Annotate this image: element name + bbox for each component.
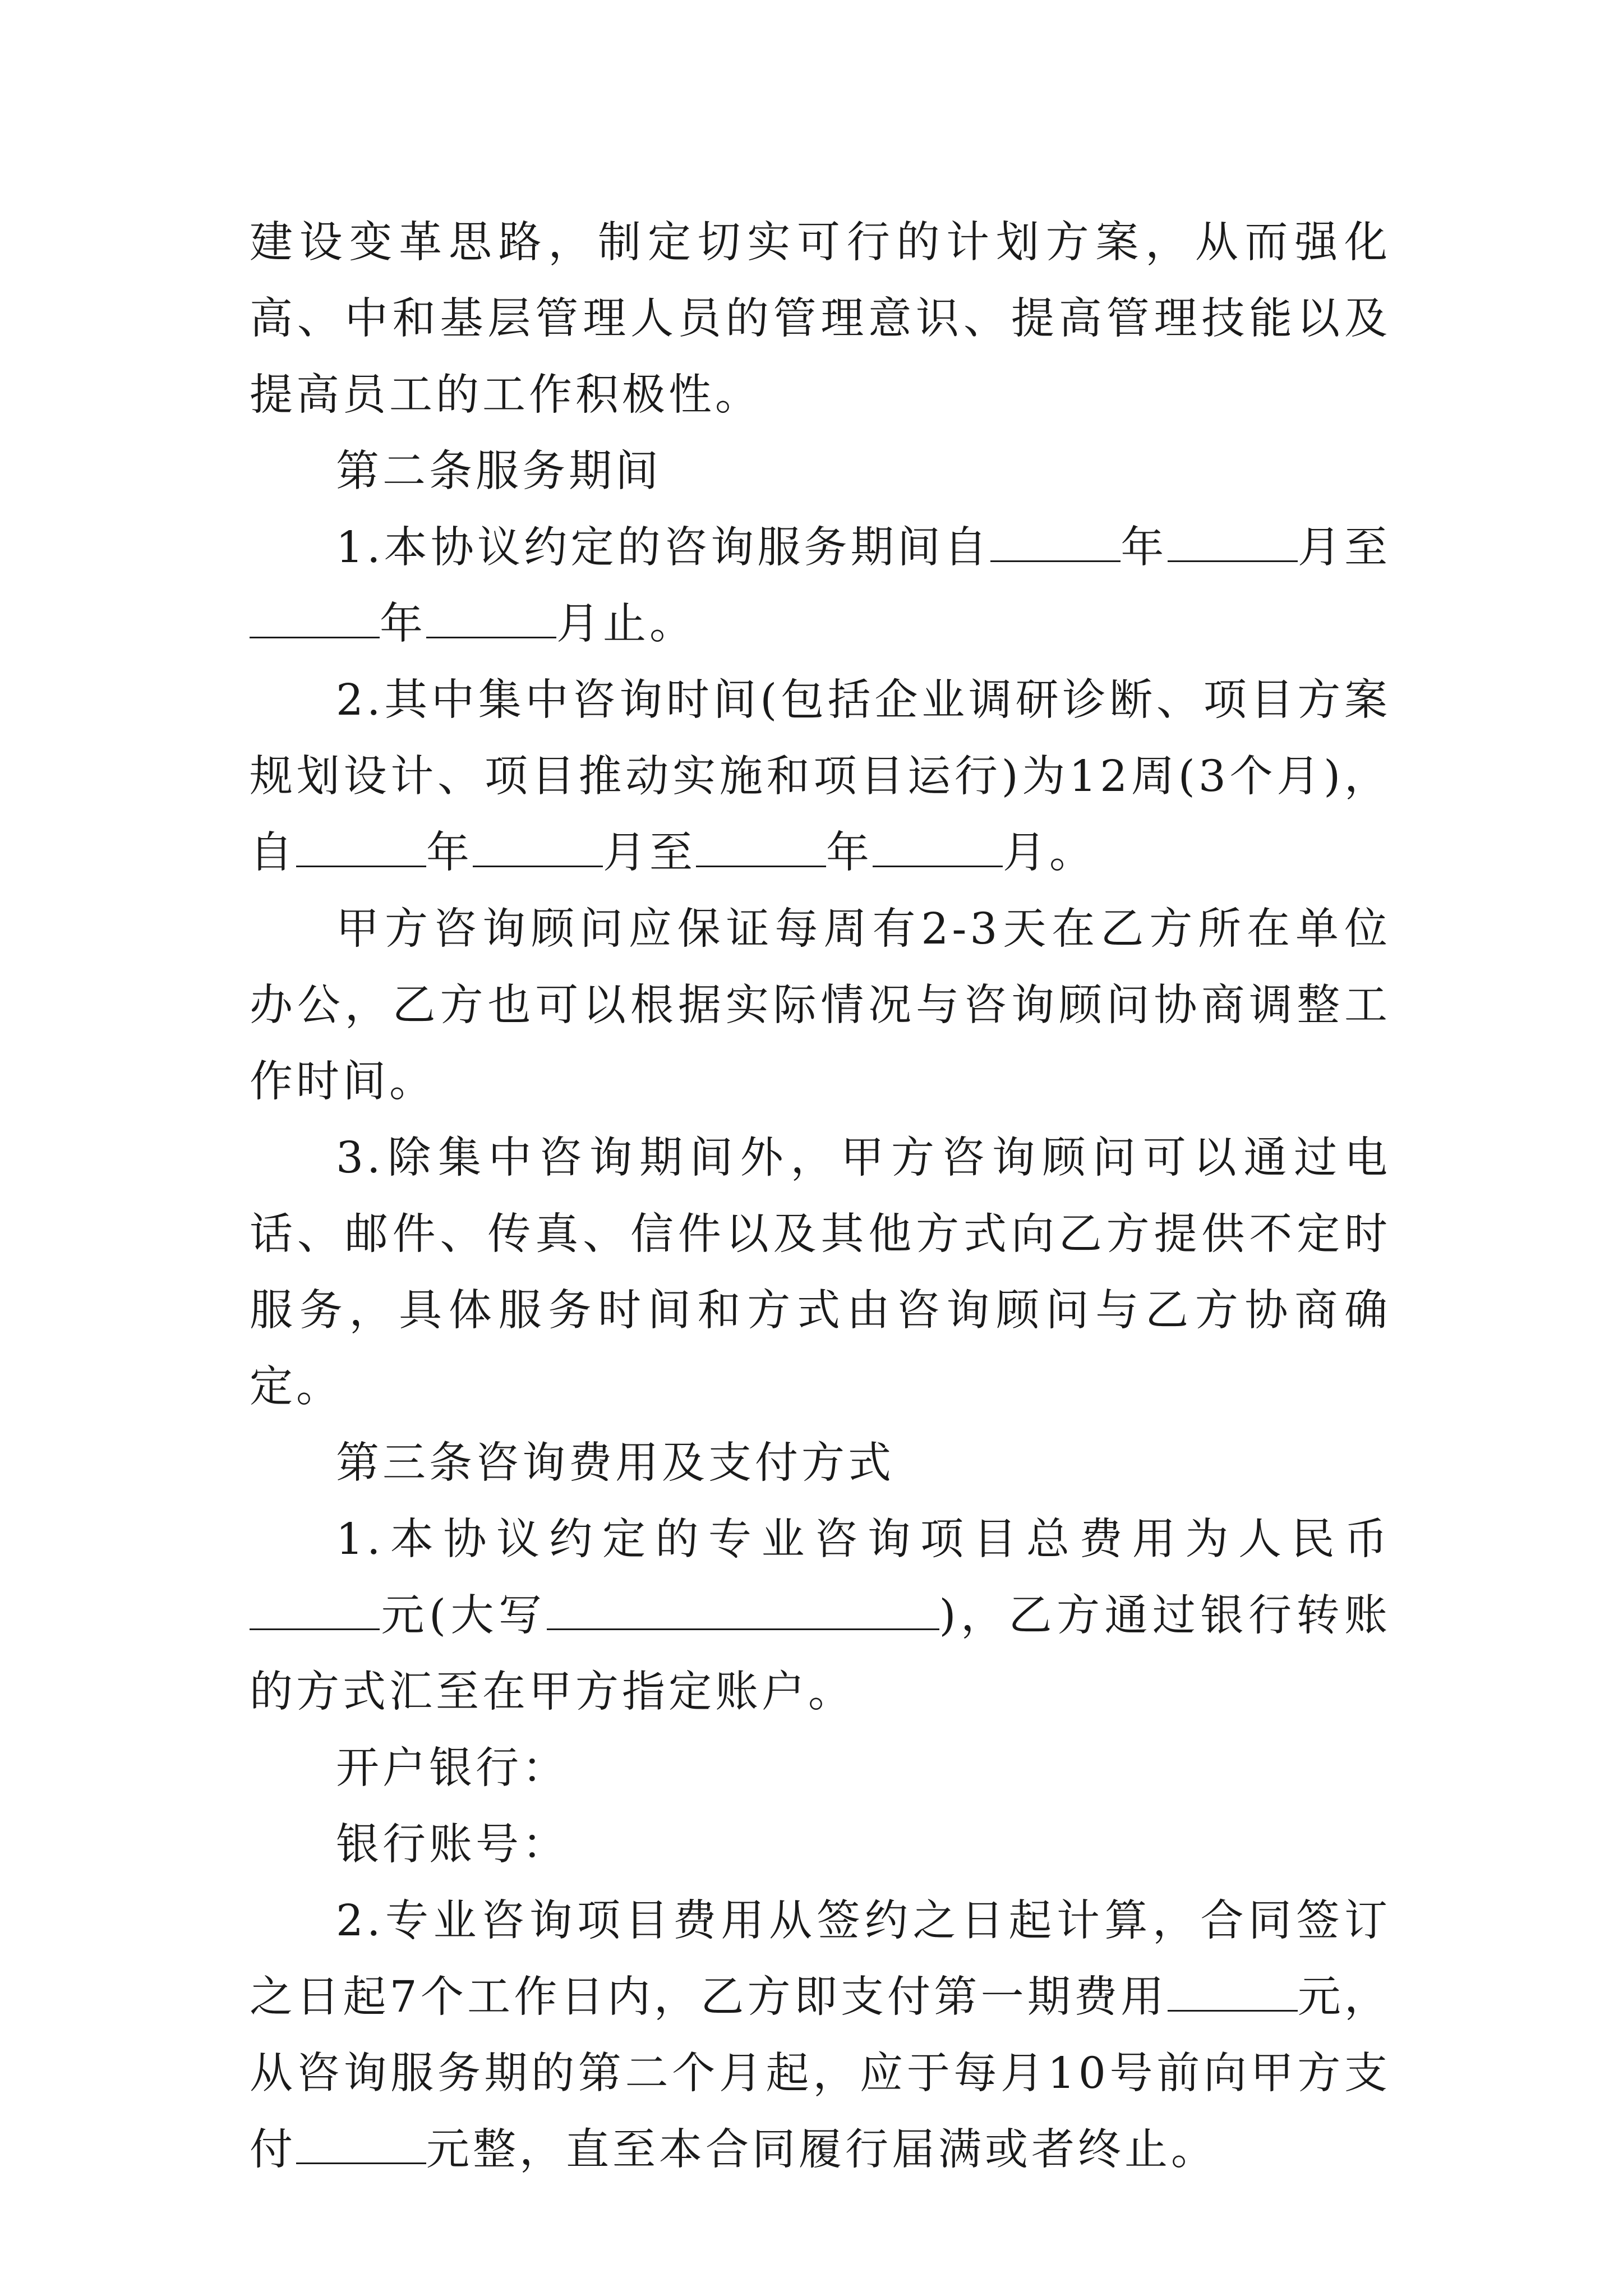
blank-field[interactable] xyxy=(1168,1976,1298,2012)
blank-field[interactable] xyxy=(250,603,380,638)
blank-field[interactable] xyxy=(1168,527,1298,562)
clause-text: 元(大写 xyxy=(380,1591,547,1641)
fees-clause-1 xyxy=(250,1502,1391,1731)
clause-text: 月至 xyxy=(603,828,696,878)
clause-text: 1.本协议约定的咨询服务期间自 xyxy=(336,523,991,573)
clause-text: 月止。 xyxy=(556,599,696,649)
paragraph-intro: 建设变革思路，制定切实可行的计划方案，从而强化高、中和基层管理人员的管理意识、提高管理技能以及提高员工的工作积极性。 xyxy=(250,218,1391,420)
clause-text: 年 xyxy=(426,828,473,878)
clause-text: 年 xyxy=(826,828,873,878)
clause-text: 元，从咨询服务期的第二个月起，应于每月10号前向甲方支付 xyxy=(250,1972,1391,2175)
clause-text: 1.本协议约定的专业咨询项目总费用为人民币 xyxy=(336,1515,1391,1565)
clause-text: 2.专业咨询项目费用从签约之日起计算，合同签订之日起7个工作日内，乙方即支付第一期费用 xyxy=(250,1896,1391,2022)
document-body xyxy=(250,205,1391,2188)
blank-field[interactable] xyxy=(250,1595,380,1630)
clause-text: 2.其中集中咨询时间(包括企业调研诊断、项目方案规划设计、项目推动实施和项目运行)为12周(3个月)，自 xyxy=(250,675,1391,878)
blank-field[interactable] xyxy=(696,832,826,867)
service-period-note: 甲方咨询顾问应保证每周有2-3天在乙方所在单位办公，乙方也可以根据实际情况与咨询顾问协商调整工作时间。 xyxy=(250,904,1391,1107)
clause-text: 年 xyxy=(1121,523,1168,573)
clause-text: 月至 xyxy=(1297,523,1391,573)
blank-field[interactable] xyxy=(547,1595,939,1630)
service-period-clause-2 xyxy=(250,662,1391,891)
clause-text: 元整，直至本合同履行届满或者终止。 xyxy=(426,2125,1218,2175)
blank-field[interactable] xyxy=(296,832,426,867)
blank-field[interactable] xyxy=(990,527,1121,562)
clause-text: )，乙方通过银行转账的方式汇至在甲方指定账户。 xyxy=(250,1591,1391,1717)
section-title-service-period: 第二条服务期间 xyxy=(336,447,662,496)
blank-field[interactable] xyxy=(426,603,556,638)
service-period-clause-3: 3.除集中咨询期间外，甲方咨询顾问可以通过电话、邮件、传真、信件以及其他方式向乙方提供不定时服务，具体服务时间和方式由咨询顾问与乙方协商确定。 xyxy=(250,1133,1391,1412)
blank-field[interactable] xyxy=(873,832,1003,867)
fees-clause-2 xyxy=(250,1883,1391,2188)
bank-name-label: 开户银行： xyxy=(336,1743,569,1793)
clause-text: 年 xyxy=(380,599,426,649)
clause-text: 月。 xyxy=(1003,828,1096,878)
blank-field[interactable] xyxy=(473,832,603,867)
bank-account-label: 银行账号： xyxy=(336,1820,569,1870)
section-title-fees: 第三条咨询费用及支付方式 xyxy=(336,1438,895,1488)
blank-field[interactable] xyxy=(296,2129,426,2164)
service-period-clause-1 xyxy=(250,510,1391,662)
